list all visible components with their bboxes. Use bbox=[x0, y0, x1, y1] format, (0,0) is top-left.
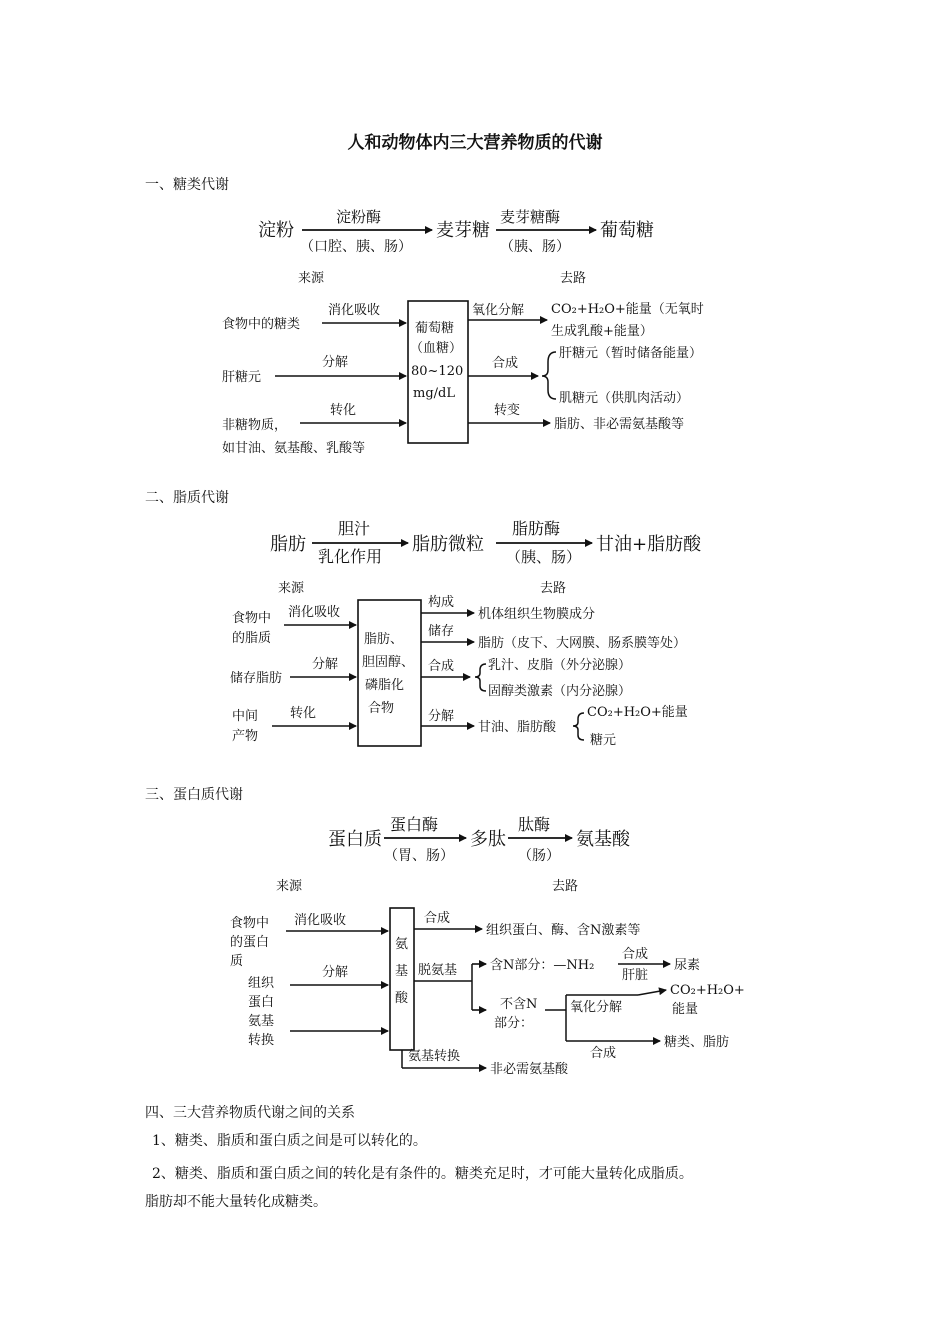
dest-tissue-protein: 组织蛋白、酶、含N激素等 bbox=[486, 923, 641, 938]
source-food-protein-3: 质 bbox=[230, 954, 244, 969]
dest-sugar-fat: 糖类、脂肪 bbox=[664, 1035, 730, 1050]
amino-acid-box bbox=[390, 908, 414, 1050]
source-food-sugar: 食物中的糖类 bbox=[222, 317, 301, 332]
dest-non-n-part-1: 不含N bbox=[500, 997, 538, 1012]
source-arrow-label-2: 分解 bbox=[312, 657, 339, 672]
protein-diagram bbox=[230, 815, 745, 1077]
source-arrow-label-3: 转化 bbox=[330, 403, 357, 418]
source-arrow-label-1: 消化吸收 bbox=[328, 303, 381, 318]
chain-node-glycerol-fatty-acid: 甘油+脂肪酸 bbox=[596, 534, 702, 555]
fat-diagram bbox=[230, 519, 702, 748]
source-non-sugar-2: 如甘油、氨基酸、乳酸等 bbox=[222, 441, 366, 456]
source-label: 来源 bbox=[278, 581, 305, 596]
chain-place-1: （胃、肠） bbox=[384, 848, 454, 864]
source-liver-glycogen: 肝糖元 bbox=[222, 370, 262, 385]
source-tissue-protein-2: 蛋白 bbox=[248, 995, 275, 1010]
box-line-2: 胆固醇、 bbox=[362, 655, 415, 670]
chain-enzyme-peptidase: 肽酶 bbox=[518, 815, 551, 834]
chain-node-amino-acid: 氨基酸 bbox=[576, 829, 630, 850]
dest-glycogen: 糖元 bbox=[590, 733, 617, 748]
destination-label: 去路 bbox=[560, 271, 587, 286]
section-heading-relation: 四、三大营养物质代谢之间的关系 bbox=[145, 1105, 355, 1121]
chain-place-1: （口腔、胰、肠） bbox=[300, 239, 412, 255]
source-intermediate-2: 产物 bbox=[232, 729, 259, 744]
relation-point-1: 1、糖类、脂质和蛋白质之间是可以转化的。 bbox=[152, 1133, 427, 1149]
source-label: 来源 bbox=[276, 879, 303, 894]
page-title: 人和动物体内三大营养物质的代谢 bbox=[347, 133, 603, 153]
chain-place-2: （胰、肠） bbox=[500, 239, 570, 255]
dest-non-n-part-2: 部分： bbox=[494, 1016, 534, 1031]
source-food-lipid-2: 的脂质 bbox=[232, 631, 272, 646]
lipid-box bbox=[358, 600, 421, 746]
dest-arrow-label-1: 氧化分解 bbox=[472, 303, 525, 318]
chain-node-maltose: 麦芽糖 bbox=[436, 220, 490, 241]
box-line-2: 基 bbox=[395, 964, 409, 979]
box-line-4: mg/dL bbox=[413, 386, 455, 401]
dest-nonessential-amino-acid: 非必需氨基酸 bbox=[490, 1062, 569, 1077]
box-line-2: （血糖） bbox=[410, 341, 463, 356]
source-arrow-label-1: 消化吸收 bbox=[288, 605, 341, 620]
source-food-protein-2: 的蛋白 bbox=[230, 935, 270, 950]
dest-arrow-label-1: 合成 bbox=[424, 911, 451, 926]
dest-energy: 能量 bbox=[672, 1002, 699, 1017]
dest-co2-h2o: CO₂+H₂O+ bbox=[670, 983, 745, 998]
dest-arrow-label-2: 储存 bbox=[428, 624, 455, 639]
oxidation-label: 氧化分解 bbox=[570, 1000, 623, 1015]
dest-urea: 尿素 bbox=[674, 958, 701, 973]
chain-enzyme-lipase: 脂肪酶 bbox=[512, 519, 561, 538]
box-line-4: 合物 bbox=[368, 701, 395, 716]
dest-arrow-label-3: 氨基转换 bbox=[408, 1049, 461, 1064]
source-non-sugar-1: 非糖物质， bbox=[222, 418, 288, 433]
chain-place-2: （胰、肠） bbox=[506, 548, 582, 566]
dest-brace-2 bbox=[573, 713, 584, 740]
box-line-1: 氨 bbox=[395, 937, 409, 952]
chain-enzyme-amylase: 淀粉酶 bbox=[336, 208, 382, 226]
dest-fat-amino: 脂肪、非必需氨基酸等 bbox=[554, 417, 685, 432]
source-transamination-2: 转换 bbox=[248, 1033, 275, 1048]
urea-arrow-label-down: 肝脏 bbox=[622, 968, 649, 983]
dest-glycerol-fatty-acid: 甘油、脂肪酸 bbox=[478, 720, 557, 735]
source-arrow-label-3: 转化 bbox=[290, 706, 317, 721]
source-stored-fat: 储存脂肪 bbox=[230, 671, 283, 686]
box-line-3: 酸 bbox=[395, 991, 409, 1006]
dest-stored-fat: 脂肪（皮下、大网膜、肠系膜等处） bbox=[478, 636, 687, 651]
source-tissue-protein-1: 组织 bbox=[248, 976, 275, 991]
chain-node-glucose: 葡萄糖 bbox=[600, 220, 654, 241]
dest-brace-1 bbox=[542, 352, 556, 399]
chain-node-starch: 淀粉 bbox=[258, 220, 294, 241]
dest-arrow-label-4: 分解 bbox=[428, 709, 455, 724]
relation-point-2: 2、糖类、脂质和蛋白质之间的转化是有条件的。糖类充足时，才可能大量转化成脂质。 bbox=[152, 1166, 693, 1182]
chain-enzyme-protease: 蛋白酶 bbox=[390, 815, 439, 834]
dest-arrow-label-1: 构成 bbox=[428, 595, 455, 610]
dest-oxidation-2: 生成乳酸+能量） bbox=[551, 324, 653, 339]
source-label: 来源 bbox=[298, 271, 325, 286]
destination-label: 去路 bbox=[540, 581, 567, 596]
fat-digestion-chain bbox=[270, 519, 702, 566]
chain-node-fat-particles: 脂肪微粒 bbox=[412, 534, 484, 555]
source-transamination-1: 氨基 bbox=[248, 1014, 275, 1029]
box-line-1: 脂肪、 bbox=[364, 632, 404, 647]
dest-sterol-hormone: 固醇类激素（内分泌腺） bbox=[488, 684, 632, 699]
oxidation-arrow bbox=[638, 990, 666, 995]
box-line-3: 磷脂化 bbox=[365, 678, 405, 693]
source-arrow-label-1: 消化吸收 bbox=[294, 913, 347, 928]
dest-arrow-label-3: 转变 bbox=[494, 403, 521, 418]
protein-digestion-chain bbox=[328, 815, 631, 864]
synthesis-label: 合成 bbox=[590, 1046, 617, 1061]
section-heading-sugar: 一、糖类代谢 bbox=[145, 177, 229, 193]
chain-node-fat: 脂肪 bbox=[270, 534, 306, 555]
relation-point-2-cont: 脂肪却不能大量转化成糖类。 bbox=[145, 1194, 327, 1210]
dest-membrane: 机体组织生物膜成分 bbox=[478, 607, 596, 622]
urea-arrow-label-up: 合成 bbox=[622, 947, 649, 962]
dest-arrow-label-2: 合成 bbox=[492, 356, 519, 371]
sugar-digestion-chain bbox=[258, 208, 654, 255]
destination-label: 去路 bbox=[552, 879, 579, 894]
dest-liver-glycogen: 肝糖元（暂时储备能量） bbox=[559, 346, 703, 361]
chain-process-emulsify: 乳化作用 bbox=[318, 547, 383, 566]
sugar-diagram bbox=[222, 208, 704, 456]
source-arrow-label-2: 分解 bbox=[322, 355, 349, 370]
dest-co2-h2o-energy: CO₂+H₂O+能量 bbox=[587, 705, 688, 720]
source-intermediate-1: 中间 bbox=[232, 709, 259, 724]
source-food-protein-1: 食物中 bbox=[230, 916, 270, 931]
chain-enzyme-bile: 胆汁 bbox=[338, 519, 371, 538]
source-arrow-label-2: 分解 bbox=[322, 965, 349, 980]
chain-place-2: （肠） bbox=[518, 848, 560, 864]
section-heading-fat: 二、脂质代谢 bbox=[145, 490, 229, 506]
dest-arrow-label-3: 合成 bbox=[428, 659, 455, 674]
dest-oxidation-1: CO₂+H₂O+能量（无氧时 bbox=[551, 302, 704, 317]
dest-arrow-label-2: 脱氨基 bbox=[418, 963, 458, 978]
chain-node-protein: 蛋白质 bbox=[328, 829, 382, 850]
dest-n-part: 含N部分：—NH₂ bbox=[490, 958, 595, 973]
dest-milk-sebum: 乳汁、皮脂（外分泌腺） bbox=[488, 658, 632, 673]
chain-node-polypeptide: 多肽 bbox=[470, 829, 506, 850]
dest-brace-1 bbox=[475, 664, 486, 691]
section-heading-protein: 三、蛋白质代谢 bbox=[145, 787, 243, 803]
box-line-3: 80~120 bbox=[411, 364, 464, 379]
box-line-1: 葡萄糖 bbox=[415, 321, 455, 336]
source-food-lipid-1: 食物中 bbox=[232, 611, 272, 626]
chain-enzyme-maltase: 麦芽糖酶 bbox=[500, 208, 561, 226]
dest-muscle-glycogen: 肌糖元（供肌肉活动） bbox=[559, 391, 690, 406]
